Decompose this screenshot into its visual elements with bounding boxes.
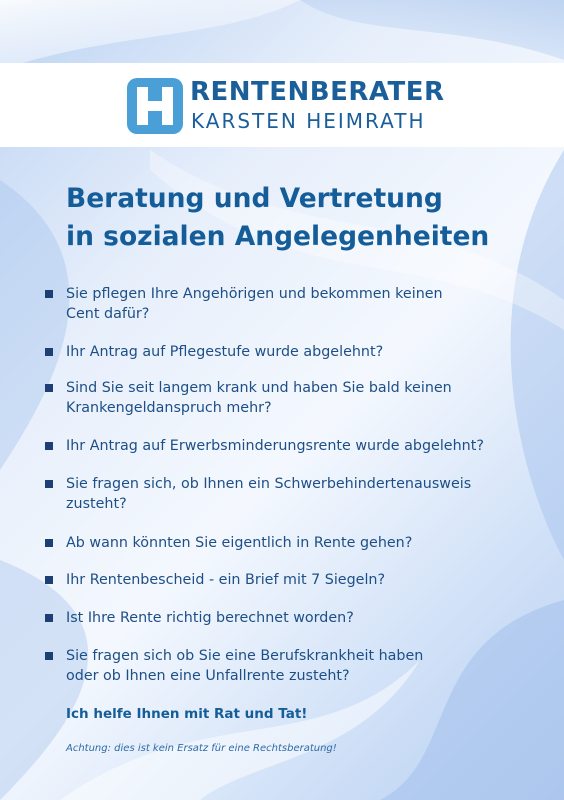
brand-owner: KARSTEN HEIMRATH — [191, 109, 426, 133]
page-title — [66, 180, 536, 256]
list-item-line1: Sie fragen sich, ob Ihnen ein Schwerbehindertenausweis — [66, 476, 472, 492]
list-item-line2: Cent dafür? — [66, 306, 150, 322]
list-item-line2: zusteht? — [66, 496, 127, 512]
closing-statement: Ich helfe Ihnen mit Rat und Tat! — [66, 706, 308, 722]
page-title-line1: Beratung und Vertretung — [66, 183, 443, 214]
square-bullet-icon — [45, 480, 53, 488]
list-item-line1: Ab wann könnten Sie eigentlich in Rente gehen? — [66, 535, 413, 551]
square-bullet-icon — [45, 290, 53, 298]
rentenberater-logo — [127, 78, 183, 134]
list-item-line1: Ihr Antrag auf Erwerbsminderungsrente wurde abgelehnt? — [66, 438, 484, 454]
square-bullet-icon — [45, 652, 53, 660]
square-bullet-icon — [45, 384, 53, 392]
list-item-line1: Ist Ihre Rente richtig berechnet worden? — [66, 610, 354, 626]
list-item-line1: Ihr Rentenbescheid - ein Brief mit 7 Siegeln? — [66, 572, 386, 588]
list-item-line2: oder ob Ihnen eine Unfallrente zusteht? — [66, 668, 350, 684]
brand-name: RENTENBERATER — [190, 77, 445, 107]
square-bullet-icon — [45, 539, 53, 547]
page-title-line2: in sozialen Angelegenheiten — [66, 221, 490, 252]
disclaimer-note: Achtung: dies ist kein Ersatz für eine Rechtsberatung! — [66, 743, 337, 754]
square-bullet-icon — [45, 576, 53, 584]
square-bullet-icon — [45, 442, 53, 450]
list-item-line1: Ihr Antrag auf Pflegestufe wurde abgelehnt? — [66, 344, 384, 360]
list-item-line1: Sie pflegen Ihre Angehörigen und bekommen keinen — [66, 286, 443, 302]
list-item-line2: Krankengeldanspruch mehr? — [66, 400, 272, 416]
square-bullet-icon — [45, 348, 53, 356]
square-bullet-icon — [45, 614, 53, 622]
list-item-line1: Sie fragen sich ob Sie eine Berufskrankheit haben — [66, 648, 424, 664]
list-item-line1: Sind Sie seit langem krank und haben Sie bald keinen — [66, 380, 452, 396]
